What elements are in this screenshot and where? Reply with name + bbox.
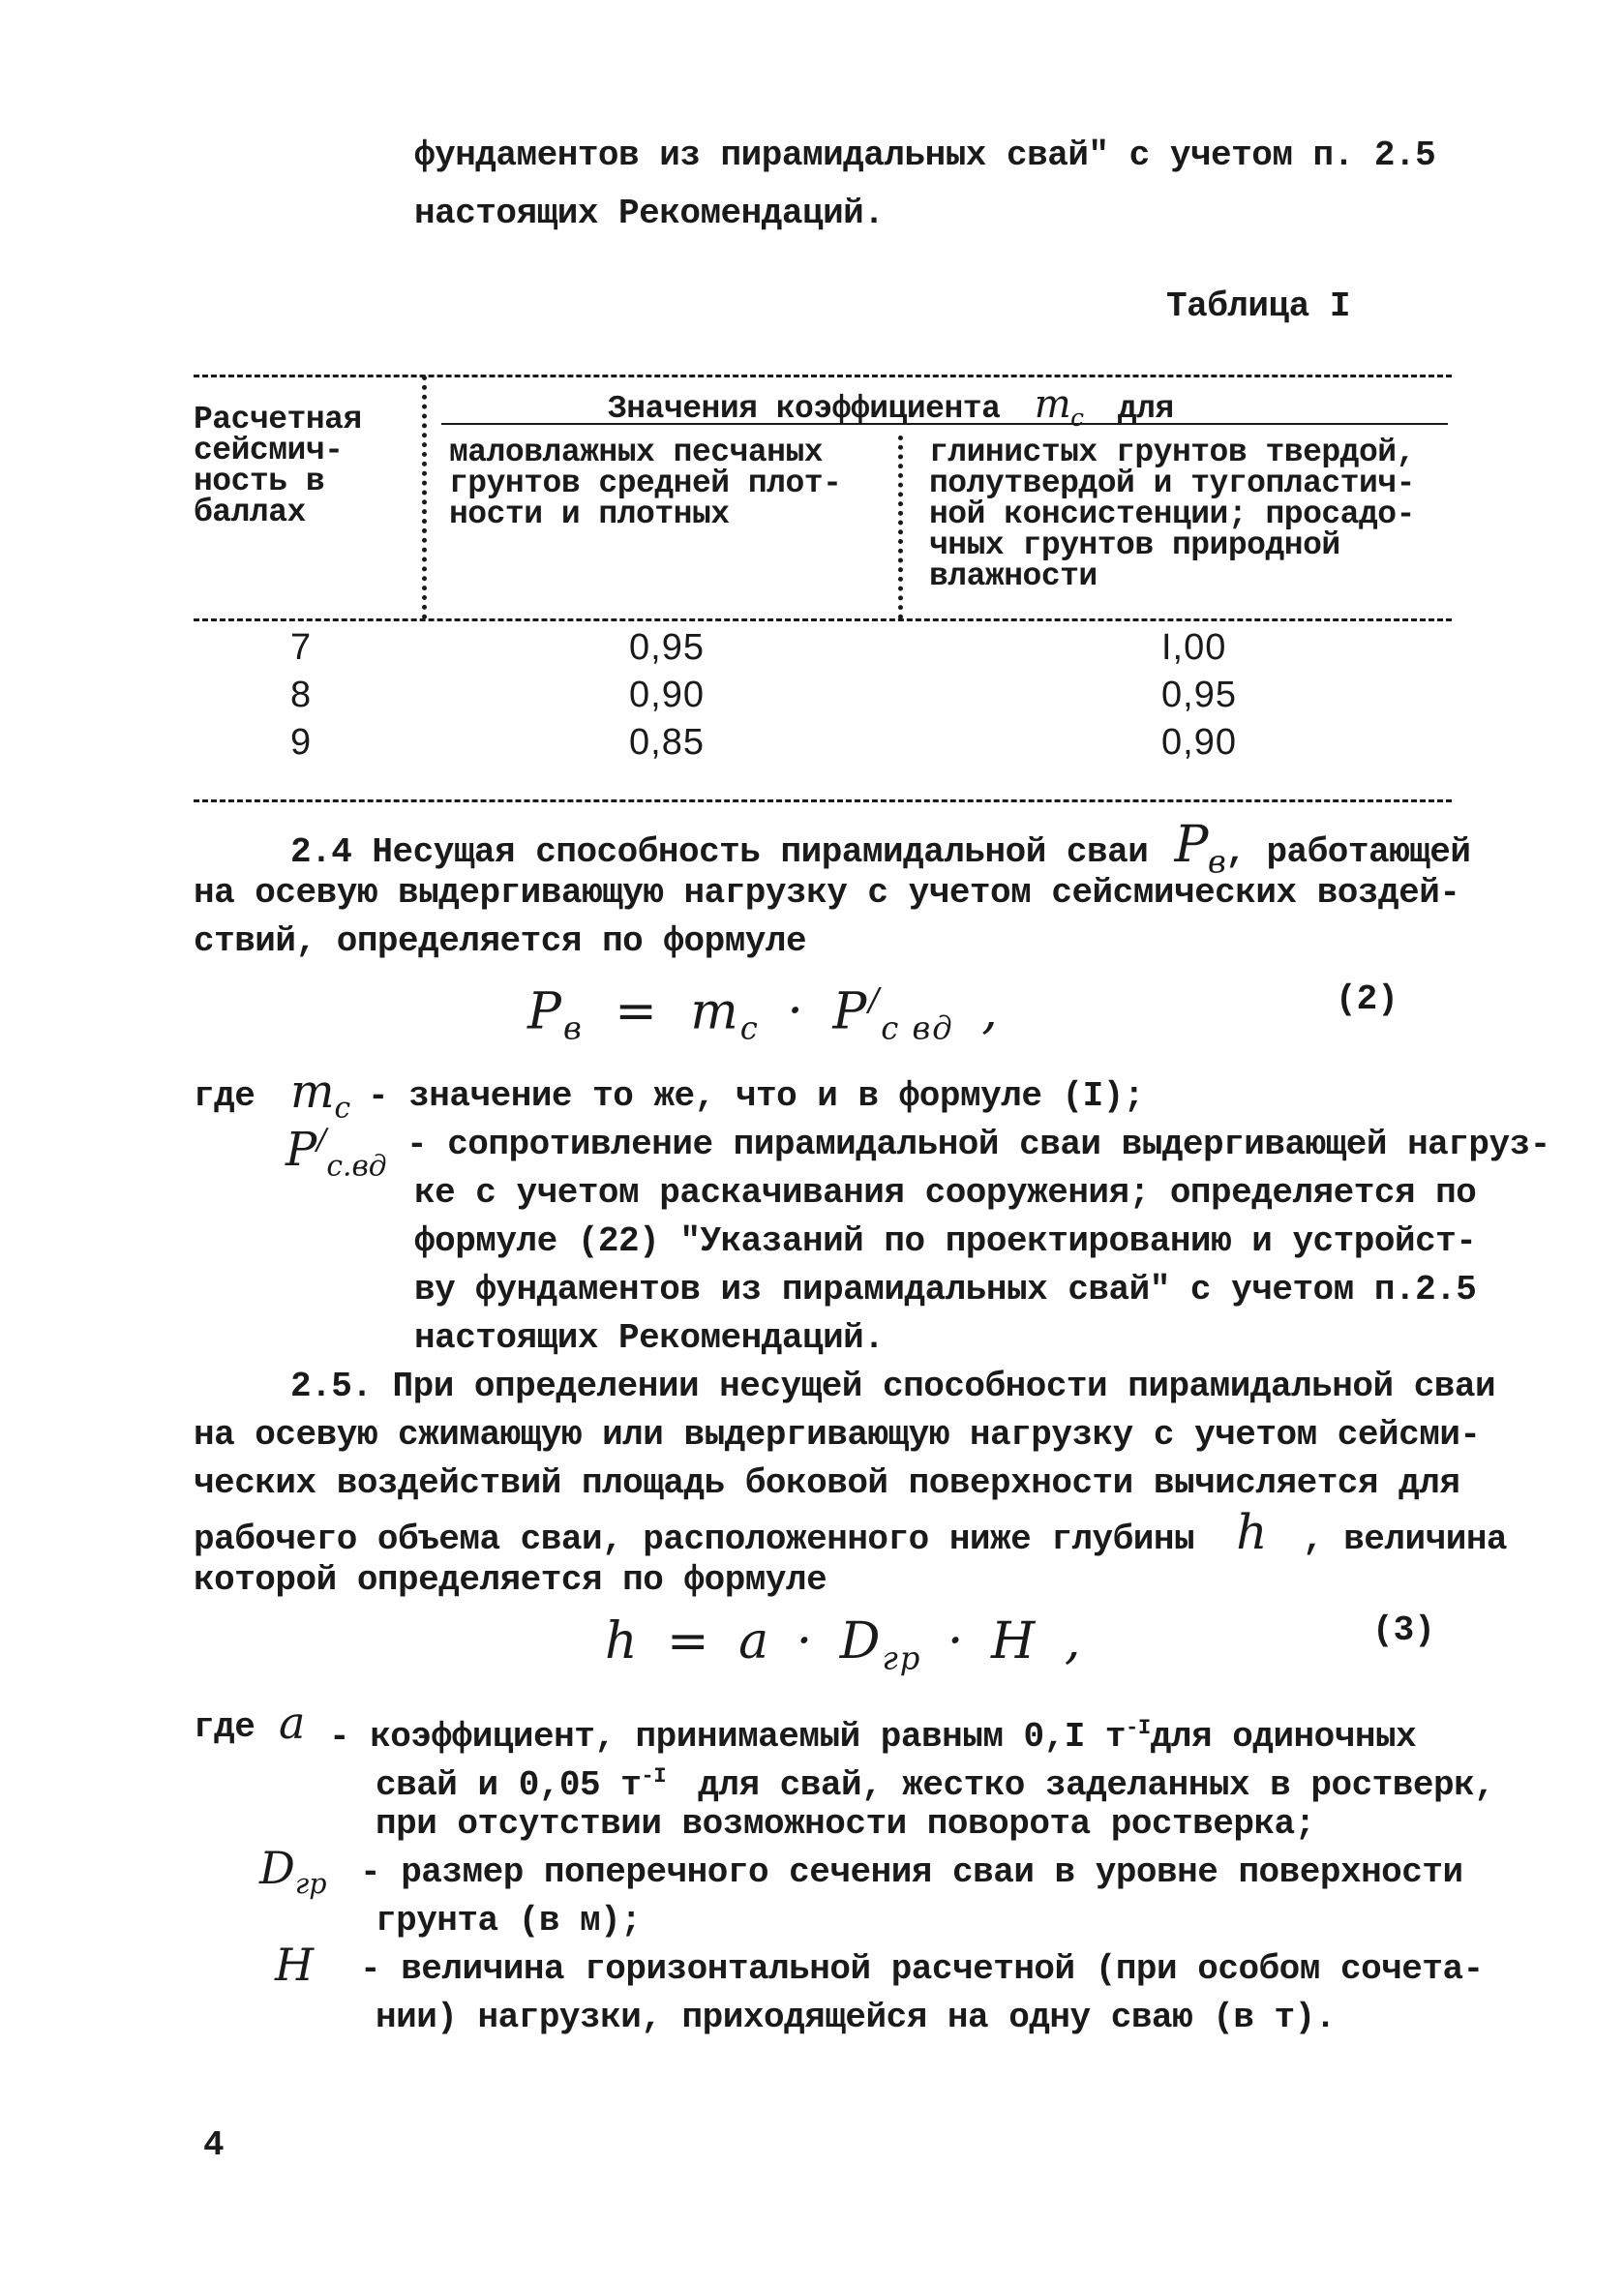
formula-3: $h = a \cdot D_{гр} \cdot H$ , [605,1612,1083,1677]
table-col-separator-2 [898,436,903,619]
sec25-where-word: где [194,1707,256,1747]
formula-2: $P_в = m_c \cdot P^/_{c вд}$ , [527,981,1000,1047]
head-col3-line-1: глинистых грунтов твердой, [929,435,1415,470]
sec25-where-1-line-1: - коэффициент, принимаемый равным 0,I $т^{-I}для$ одиночных [329,1715,1417,1757]
sec24-where-p-symbol: $P^/_{c.вд}$ [286,1123,387,1184]
head-group [608,382,1174,434]
p-v-symbol: $P_в$ [1174,816,1226,881]
sec25-where-3-line-1: - величина горизонтальной расчетной (при особом сочета- [360,1949,1484,1989]
sec25-where-d-symbol: $D_{гр}$ [259,1842,327,1901]
head-col2-line-2: грунтов средней плот- [449,466,842,501]
row-1-sandy: 0,95 [629,627,705,668]
head-col3-line-3: ной консистенции; просадо- [929,497,1415,532]
table-header-rule [194,618,1452,621]
head-col3-line-5: влажности [929,558,1098,594]
h-symbol: h [1236,1504,1267,1560]
row-2-clay: 0,95 [1161,675,1237,715]
coefficient-m-symbol: $m_c$ [1034,382,1084,432]
sec24-where-2-line-5: настоящих Рекомендаций. [414,1318,885,1358]
sec25-where-a-symbol: a [279,1697,306,1749]
head-col1-line-3: ность в [194,464,325,499]
sec25-where-3-line-2: нии) нагрузки, приходящейся на одну сваю (в т). [376,1998,1336,2037]
head-group-underline [441,423,1448,425]
head-col3-line-4: чных грунтов природной [929,527,1340,563]
sec24-line-3: ствий, определяется по формуле [194,921,807,961]
formula-2-number: (2) [1336,979,1398,1019]
sec24-where-m-symbol: $m_c$ [290,1065,351,1126]
head-group-prefix: Значения коэффициента [608,391,1001,427]
head-group-suffix: для [1117,391,1174,427]
sec24-where-2-line-3: формуле (22) "Указаний по проектированию и устройст- [414,1221,1477,1261]
sec25-line-3: ческих воздействий площадь боковой поверхности вычисляется для [194,1463,1460,1503]
intro-line-1: фундаментов из пирамидальных свай" с учетом п. 2.5 [414,135,1436,175]
sec24-where-2-line-2: ке с учетом раскачивания сооружения; определяется по [414,1173,1477,1213]
head-col2-line-1: маловлажных песчаных [449,435,824,470]
sec24-where-1: - значение то же, что и в формуле (I); [368,1076,1144,1116]
sec24-where-word: где [194,1076,256,1116]
sec25-where-1-line-2: свай и 0,05 $т^{-I}$ для свай, жестко заделанных в ростверк, [376,1763,1495,1805]
row-1-score: 7 [290,627,313,668]
intro-line-2: настоящих Рекомендаций. [414,194,885,233]
row-2-sandy: 0,90 [629,675,705,715]
head-col1-line-2: сейсмич- [194,433,344,468]
row-3-clay: 0,90 [1161,722,1237,763]
head-col3-line-2: полутвердой и тугопластич- [929,466,1415,501]
row-1-clay: I,00 [1161,627,1227,668]
table-bottom-rule [194,799,1452,802]
sec25-where-1-line-3: при отсутствии возможности поворота ростверка; [376,1804,1315,1844]
sec25-line-2: на осевую сжимающую или выдергивающую нагрузку с учетом сейсми- [194,1415,1481,1455]
head-col1-line-1: Расчетная [194,402,362,437]
formula-3-number: (3) [1372,1610,1435,1650]
sec25-line-4: рабочего объема сваи, расположенного ниже глубины h , величина [194,1504,1508,1560]
sec24-line-1: 2.4 Несущая способность пирамидальной сваи $P_в$, работающей [290,816,1471,881]
sec25-where-2-line-2: грунта (в м); [376,1901,642,1941]
sec24-line-2: на осевую выдергивающую нагрузку с учетом сейсмических воздей- [194,873,1460,913]
sec25-line-1: 2.5. При определении несущей способности пирамидальной сваи [290,1367,1496,1406]
sec24-where-2-line-4: ву фундаментов из пирамидальных свай" с учетом п.2.5 [414,1270,1477,1309]
sec24-where-2-line-1: - сопротивление пирамидальной сваи выдергивающей нагруз- [406,1125,1550,1164]
head-col1-line-4: баллах [194,495,306,530]
row-3-score: 9 [290,722,313,763]
sec25-where-2-line-1: - размер поперечного сечения сваи в уровне поверхности [360,1852,1463,1892]
sec25-where-h-symbol: H [275,1939,315,1991]
table-caption: Таблица I [1166,286,1350,326]
page-number: 4 [203,2125,225,2165]
head-col2-line-3: ности и плотных [449,497,730,532]
row-3-sandy: 0,85 [629,722,705,763]
table-top-rule [194,375,1452,377]
row-2-score: 8 [290,675,313,715]
table-col-separator-1 [422,376,427,619]
sec25-line-5: которой определяется по формуле [194,1560,827,1600]
